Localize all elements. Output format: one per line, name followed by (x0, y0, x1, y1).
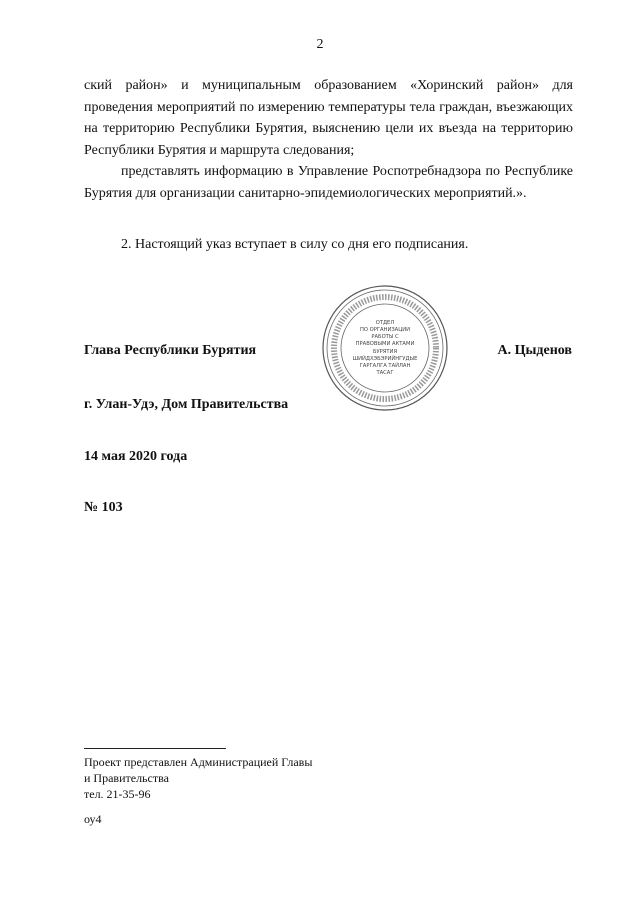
document-code: оу4 (84, 812, 102, 826)
page-number: 2 (316, 37, 324, 52)
official-seal-stamp (320, 283, 450, 413)
seal-line: ОТДЕЛ (375, 320, 395, 326)
continued-text (84, 75, 573, 204)
signing-place: г. Улан-Удэ, Дом Правительства (84, 397, 289, 412)
paragraph-2: 2. Настоящий указ вступает в силу со дня его подписания. (121, 237, 469, 252)
paragraph-rospotrebnadzor: представлять информацию в Управление Роспотребнадзора по Республике Бурятия для организации санитарно-эпидемиологических мероприятий.». (84, 164, 573, 201)
seal-line: БУРЯТИЯ (372, 349, 398, 355)
footnote-line: тел. 21-35-96 (84, 787, 151, 801)
signatory-name: А. Цыденов (497, 343, 572, 358)
seal-line: ГАРГАЛГА ТАЙЛАН (359, 363, 411, 369)
seal-line: ШИЙДХЭБЭРИЙНГУДЫЕ (352, 356, 418, 362)
footnote-line: Проект представлен Администрацией Главы (84, 755, 313, 769)
paragraph-continued: ский район» и муниципальным образованием «Хоринский район» для проведения мероприятий по измерению температуры тела граждан, въезжающих на территорию Республики Бурятия, выяснению цели их въезда на территорию Республики Бурятия и маршрута следования; (84, 78, 573, 158)
signing-date: 14 мая 2020 года (84, 449, 188, 464)
seal-line: РАБОТЫ С (371, 334, 399, 340)
signatory-position: Глава Республики Бурятия (84, 343, 257, 358)
seal-line: ТАСАГ (376, 370, 394, 376)
decree-number: № 103 (84, 500, 123, 515)
seal-line: ПРАВОВЫМИ АКТАМИ (355, 341, 415, 347)
footnote-line: и Правительства (84, 771, 169, 785)
paragraph-block-2 (84, 234, 573, 256)
seal-line: ПО ОРГАНИЗАЦИИ (359, 327, 411, 333)
footnote (84, 754, 312, 802)
footnote-divider (84, 748, 226, 749)
